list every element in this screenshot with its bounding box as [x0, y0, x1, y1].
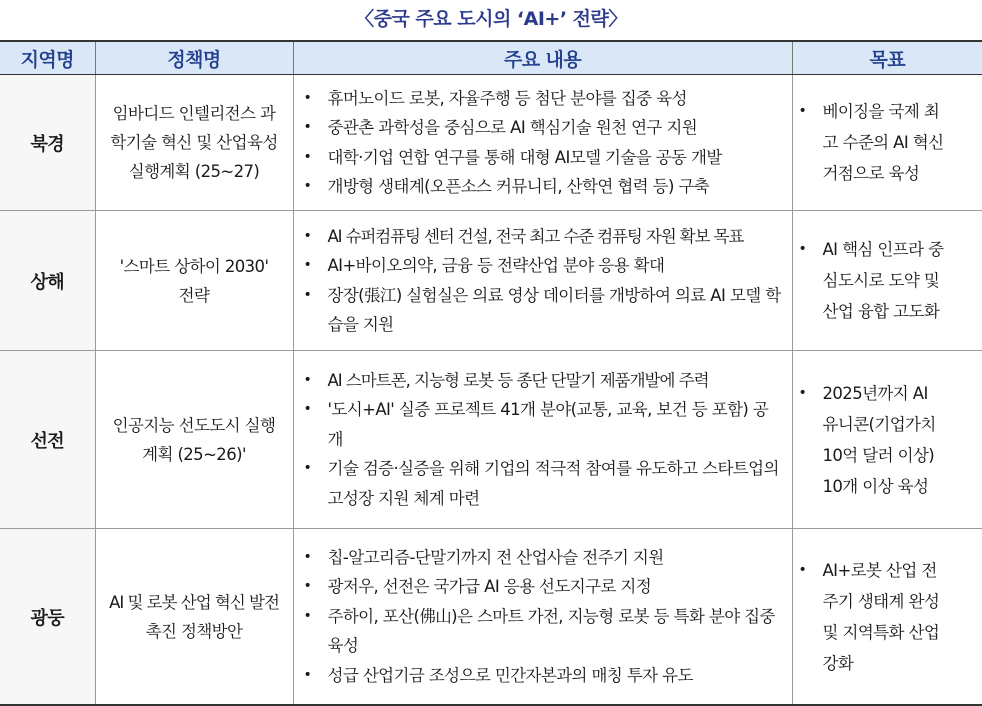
goal-line: 베이징을 국제 최: [822, 102, 940, 121]
bullet-icon: •: [303, 460, 312, 477]
goal-line: 10억 달러 이상): [822, 445, 935, 465]
table-row: [0, 211, 982, 351]
policy-line: 임바디드 인텔리전스 과: [112, 104, 276, 123]
content-list: [298, 84, 784, 202]
strategy-table: [0, 40, 982, 706]
goal-item: [797, 378, 971, 502]
goal-line: AI+로봇 산업 전: [822, 560, 937, 580]
goal-line: 10개 이상 육성: [822, 476, 929, 496]
bullet-icon: •: [303, 178, 312, 194]
goal-item: [797, 96, 971, 189]
goal-list: [797, 378, 971, 502]
policy-cell: [95, 351, 293, 529]
content-text: 휴머노이드 로봇, 자율주행 등 첨단 분야를 집중 육성: [327, 88, 687, 108]
content-list: [298, 366, 784, 514]
table-header: [0, 41, 982, 75]
bullet-icon: •: [303, 257, 312, 273]
bullet-icon: •: [303, 548, 312, 565]
bullet-icon: •: [303, 578, 312, 595]
content-item: [298, 454, 784, 513]
policy-line: 인공지능 선도도시 실행: [112, 415, 276, 435]
content-item: [298, 222, 784, 252]
goal-list: [797, 234, 971, 327]
goal-item: [797, 555, 971, 679]
bullet-icon: •: [303, 401, 312, 418]
table-row: [0, 75, 982, 211]
goal-line: 유니콘(기업가치: [822, 414, 936, 434]
content-cell: [293, 351, 792, 529]
header-row: [0, 41, 982, 75]
region-cell: 상해: [0, 211, 95, 351]
goal-cell: [792, 75, 982, 211]
content-item: [298, 281, 784, 340]
header-region: 지역명: [0, 41, 95, 75]
content-item: [298, 84, 784, 114]
goal-line: 심도시로 도약 및: [822, 271, 940, 290]
content-text: '도시+AI' 실증 프로젝트 41개 분야(교통, 교육, 보건 등 포함) 공개: [327, 400, 769, 449]
bullet-icon: •: [798, 241, 807, 257]
content-text: 대학·기업 연합 연구를 통해 대형 AI모델 기술을 공동 개발: [327, 147, 722, 167]
content-item: [298, 251, 784, 281]
policy-line: 촉진 정책방안: [145, 621, 243, 641]
content-list: [298, 543, 784, 691]
content-item: [298, 661, 784, 691]
bullet-icon: •: [303, 666, 312, 683]
header-goal: 목표: [792, 41, 982, 75]
header-policy: 정책명: [95, 41, 293, 75]
goal-line: 및 지역특화 산업: [822, 622, 940, 642]
goal-line: 강화: [822, 653, 854, 673]
goal-line: 거점으로 육성: [822, 164, 920, 183]
bullet-icon: •: [303, 148, 312, 165]
goal-line: 2025년까지 AI: [822, 383, 928, 403]
table-caption: 〈중국 주요 도시의 ‘AI+’ 전략〉: [355, 8, 627, 30]
goal-list: [797, 96, 971, 189]
policy-line: 계획 (25~26)': [142, 444, 246, 464]
policy-line: 전략: [178, 285, 210, 305]
content-list: [298, 222, 784, 340]
region-cell: 선전: [0, 351, 95, 529]
table-row: [0, 351, 982, 529]
content-item: [298, 113, 784, 143]
content-text: 개방형 생태계(오픈소스 커뮤니티, 산학연 협력 등) 구축: [327, 177, 710, 196]
content-text: 장장(張江) 실험실은 의료 영상 데이터를 개방하여 의료 AI 모델 학습을 지원: [327, 285, 781, 334]
content-text: AI+바이오의약, 금융 등 전략산업 분야 응용 확대: [327, 256, 665, 275]
policy-cell: [95, 75, 293, 211]
goal-item: [797, 234, 971, 327]
content-text: 주하이, 포산(佛山)은 스마트 가전, 지능형 로봇 등 특화 분야 집중 육성: [327, 606, 775, 656]
content-text: 광저우, 선전은 국가급 AI 응용 선도지구로 지정: [327, 577, 652, 597]
content-text: 칩-알고리즘-단말기까지 전 산업사슬 전주기 지원: [327, 547, 664, 567]
table-body: [0, 75, 982, 706]
goal-cell: [792, 529, 982, 706]
policy-line: AI 및 로봇 산업 혁신 발전: [109, 592, 279, 612]
bullet-icon: •: [303, 371, 311, 388]
content-text: 기술 검증·실증을 위해 기업의 적극적 참여를 유도하고 스타트업의 고성장 지원 체계 마련: [327, 459, 779, 508]
region-cell: 북경: [0, 75, 95, 211]
bullet-icon: •: [798, 561, 807, 578]
bullet-icon: •: [798, 103, 807, 119]
content-text: 성급 산업기금 조성으로 민간자본과의 매칭 투자 유도: [327, 665, 693, 685]
goal-cell: [792, 351, 982, 529]
bullet-icon: •: [798, 384, 807, 401]
content-text: 중관촌 과학성을 중심으로 AI 핵심기술 원천 연구 지원: [327, 118, 698, 137]
content-item: [298, 172, 784, 202]
goal-cell: [792, 211, 982, 351]
content-item: [298, 543, 784, 573]
content-cell: [293, 529, 792, 706]
table-row: [0, 529, 982, 706]
content-item: [298, 143, 784, 173]
policy-line: 실행계획 (25~27): [128, 162, 260, 181]
goal-line: 주기 생태계 완성: [822, 591, 940, 611]
content-text: AI 스마트폰, 지능형 로봇 등 종단 단말기 제품개발에 주력: [327, 370, 709, 390]
content-item: [298, 395, 784, 454]
content-item: [298, 366, 784, 396]
goal-list: [797, 555, 971, 679]
bullet-icon: •: [303, 607, 312, 624]
bullet-icon: •: [303, 119, 312, 135]
header-content: 주요 내용: [293, 41, 792, 75]
content-cell: [293, 75, 792, 211]
region-cell: 광둥: [0, 529, 95, 706]
policy-cell: [95, 529, 293, 706]
bullet-icon: •: [303, 89, 312, 106]
goal-line: AI 핵심 인프라 중: [822, 240, 944, 259]
policy-line: '스마트 상하이 2030': [119, 256, 269, 276]
content-item: [298, 572, 784, 602]
policy-cell: [95, 211, 293, 351]
content-item: [298, 602, 784, 661]
content-cell: [293, 211, 792, 351]
goal-line: 고 수준의 AI 혁신: [822, 133, 944, 152]
goal-line: 산업 융합 고도화: [822, 302, 940, 321]
content-text: AI 슈퍼컴퓨팅 센터 건설, 전국 최고 수준 컴퓨팅 자원 확보 목표: [327, 226, 744, 246]
bullet-icon: •: [303, 227, 311, 244]
bullet-icon: •: [303, 286, 312, 303]
policy-line: 학기술 혁신 및 산업육성: [110, 133, 278, 152]
